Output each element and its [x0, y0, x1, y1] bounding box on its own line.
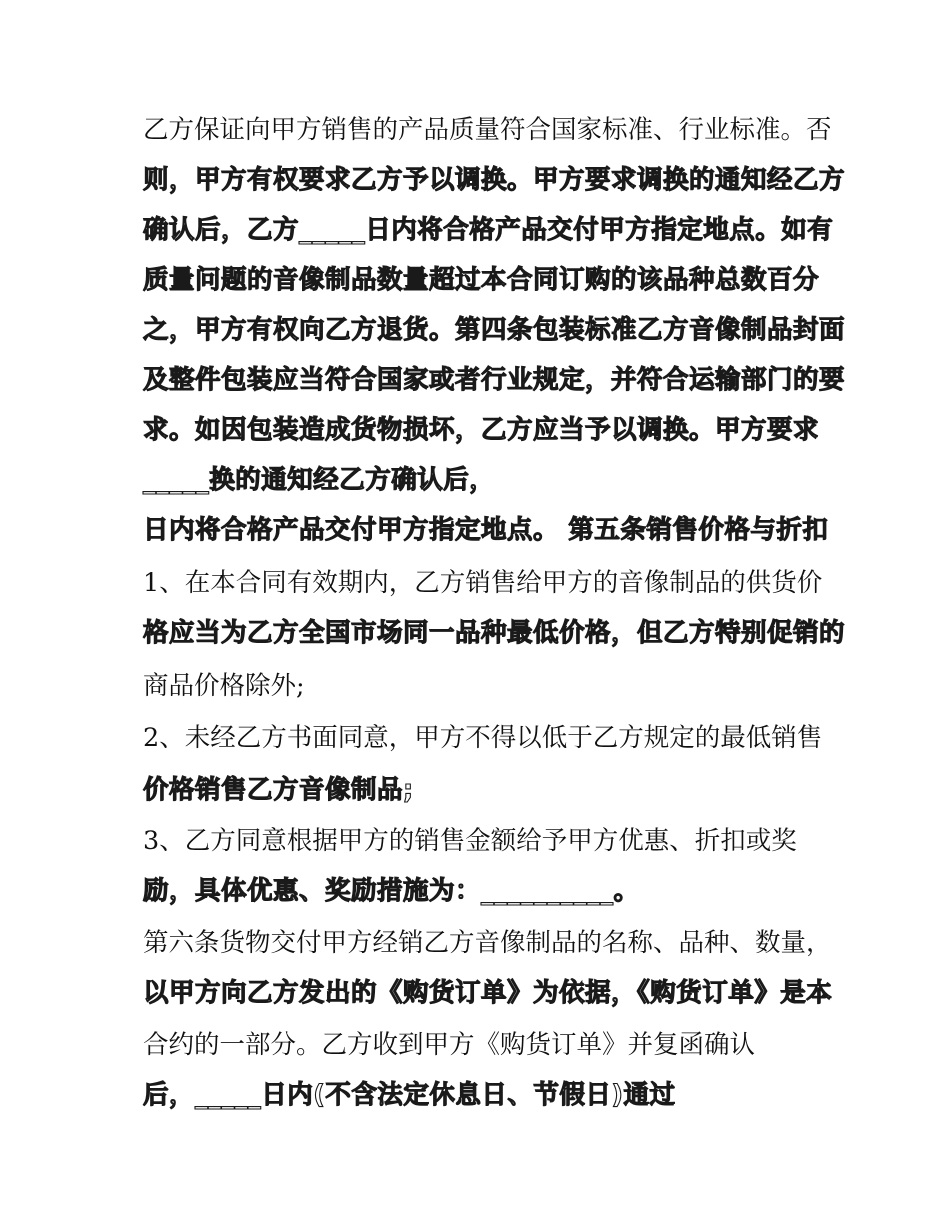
text-line: _____换的通知经乙方确认后，	[143, 465, 496, 495]
text-line: 励，具体优惠、奖励措施为：__________。	[143, 876, 640, 906]
text-line: 求。如因包装造成货物损坏，乙方应当予以调换。甲方要求	[143, 415, 820, 445]
text-line: 格应当为乙方全国市场同一品种最低价格，但乙方特别促销的	[143, 618, 846, 648]
text-line: 商品价格除外;	[143, 671, 305, 701]
text-line: 1、在本合同有效期内，乙方销售给甲方的音像制品的供货价	[143, 568, 823, 598]
text-line: 第六条货物交付甲方经销乙方音像制品的名称、品种、数量，	[143, 928, 832, 958]
text-line: 后，_____日内(不含法定休息日、节假日)通过	[143, 1080, 676, 1110]
text-line: 价格销售乙方音像制品;	[143, 775, 414, 805]
text-line: 及整件包装应当符合国家或者行业规定，并符合运输部门的要	[143, 365, 846, 395]
text-line: 3、乙方同意根据甲方的销售金额给予甲方优惠、折扣或奖	[143, 826, 797, 856]
text-line: 日内将合格产品交付甲方指定地点。 第五条销售价格与折扣	[143, 515, 829, 545]
text-line: 之，甲方有权向乙方退货。第四条包装标准乙方音像制品封面	[143, 315, 846, 345]
text-line: 质量问题的音像制品数量超过本合同订购的该品种总数百分	[143, 265, 820, 295]
text-line: 以甲方向乙方发出的《购货订单》为依据，《购货订单》是本	[143, 978, 833, 1008]
text-line: 乙方保证向甲方销售的产品质量符合国家标准、行业标准。否	[143, 115, 832, 145]
text-line: 合约的一部分。乙方收到甲方《购货订单》并复函确认	[143, 1030, 756, 1060]
text-line: 2、未经乙方书面同意，甲方不得以低于乙方规定的最低销售	[143, 723, 823, 753]
text-line: 确认后，乙方_____日内将合格产品交付甲方指定地点。如有	[143, 215, 834, 245]
text-line: 则，甲方有权要求乙方予以调换。甲方要求调换的通知经乙方	[143, 165, 846, 195]
